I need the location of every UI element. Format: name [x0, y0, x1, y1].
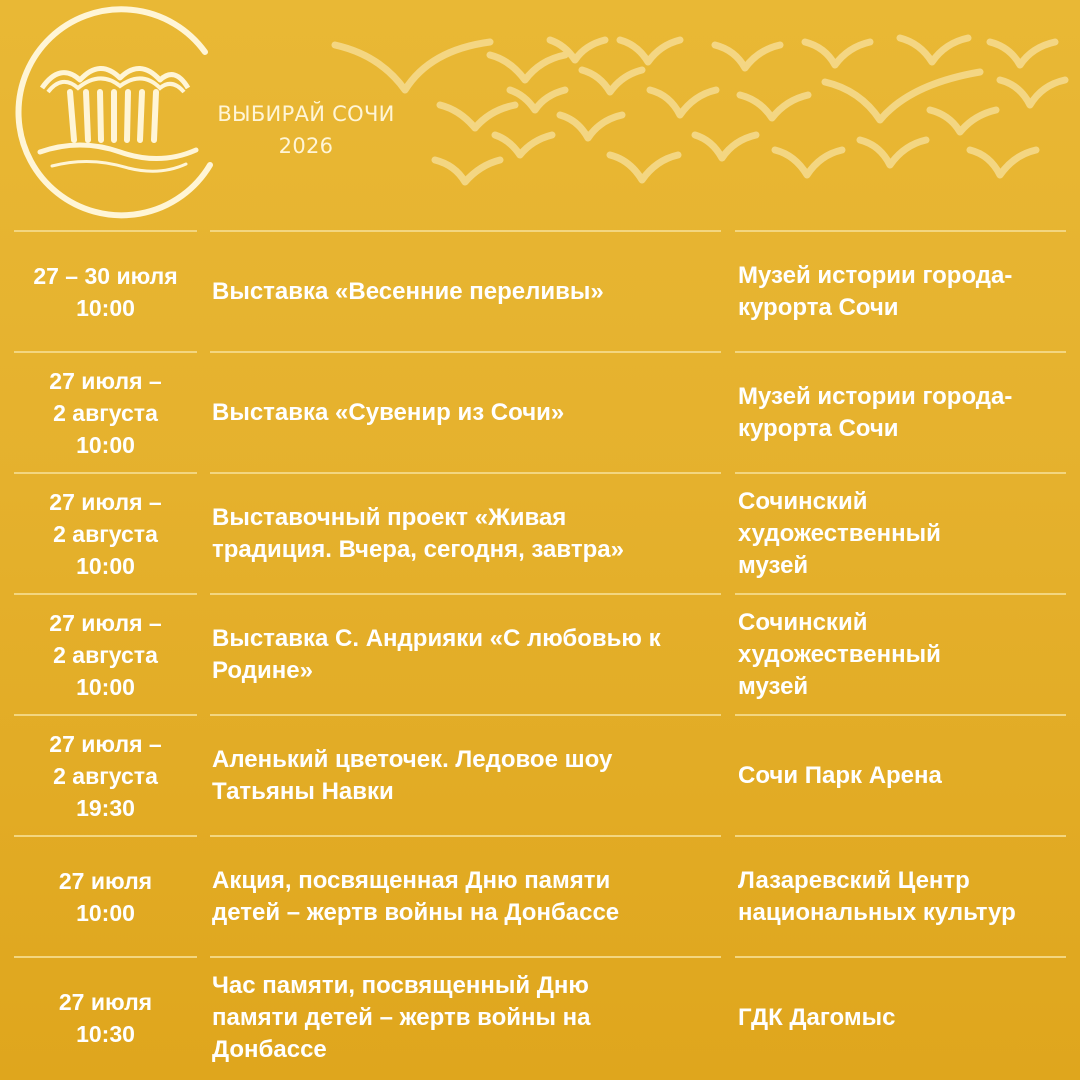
event-venue: Музей истории города- курорта Сочи — [738, 261, 1013, 321]
seagulls-icon — [320, 20, 1070, 200]
event-venue: ГДК Дагомыс — [738, 1003, 896, 1031]
table-row — [0, 956, 1080, 1077]
table-row — [0, 351, 1080, 472]
event-title: Выставка «Сувенир из Сочи» — [212, 398, 565, 426]
event-date: 27 июля – 2 августа 10:00 — [49, 367, 162, 458]
event-title: Акция, посвященная Дню памяти детей – жертв войны на Донбассе — [212, 866, 620, 926]
table-row — [0, 230, 1080, 351]
table-row — [0, 835, 1080, 956]
event-venue: Сочинский художественный музей — [738, 487, 941, 579]
header — [0, 0, 1080, 230]
table-row — [0, 714, 1080, 835]
event-date: 27 – 30 июля 10:00 — [33, 262, 178, 321]
event-venue: Сочи Парк Арена — [738, 761, 942, 789]
event-date: 27 июля 10:00 — [58, 867, 153, 926]
event-date: 27 июля – 2 августа 10:00 — [49, 609, 162, 700]
event-date: 27 июля – 2 августа 19:30 — [49, 730, 162, 821]
brand-title: ВЫБИРАЙ СОЧИ — [217, 102, 395, 126]
event-venue: Лазаревский Центр национальных культур — [738, 866, 1016, 926]
table-row — [0, 593, 1080, 714]
table-row — [0, 472, 1080, 593]
event-title: Аленький цветочек. Ледовое шоу Татьяны Навки — [212, 745, 613, 805]
event-venue: Музей истории города- курорта Сочи — [738, 382, 1013, 442]
brand-year: 2026 — [278, 134, 334, 158]
event-date: 27 июля – 2 августа 10:00 — [49, 488, 162, 579]
event-date: 27 июля 10:30 — [58, 988, 153, 1047]
event-title: Выставочный проект «Живая традиция. Вчера, сегодня, завтра» — [212, 503, 624, 563]
events-table — [0, 230, 1080, 1077]
event-title: Час памяти, посвященный Дню памяти детей – жертв войны на Донбассе — [212, 971, 591, 1063]
event-venue: Сочинский художественный музей — [738, 608, 941, 700]
event-title: Выставка «Весенние переливы» — [212, 277, 604, 305]
event-title: Выставка С. Андрияки «С любовью к Родине» — [212, 624, 661, 684]
